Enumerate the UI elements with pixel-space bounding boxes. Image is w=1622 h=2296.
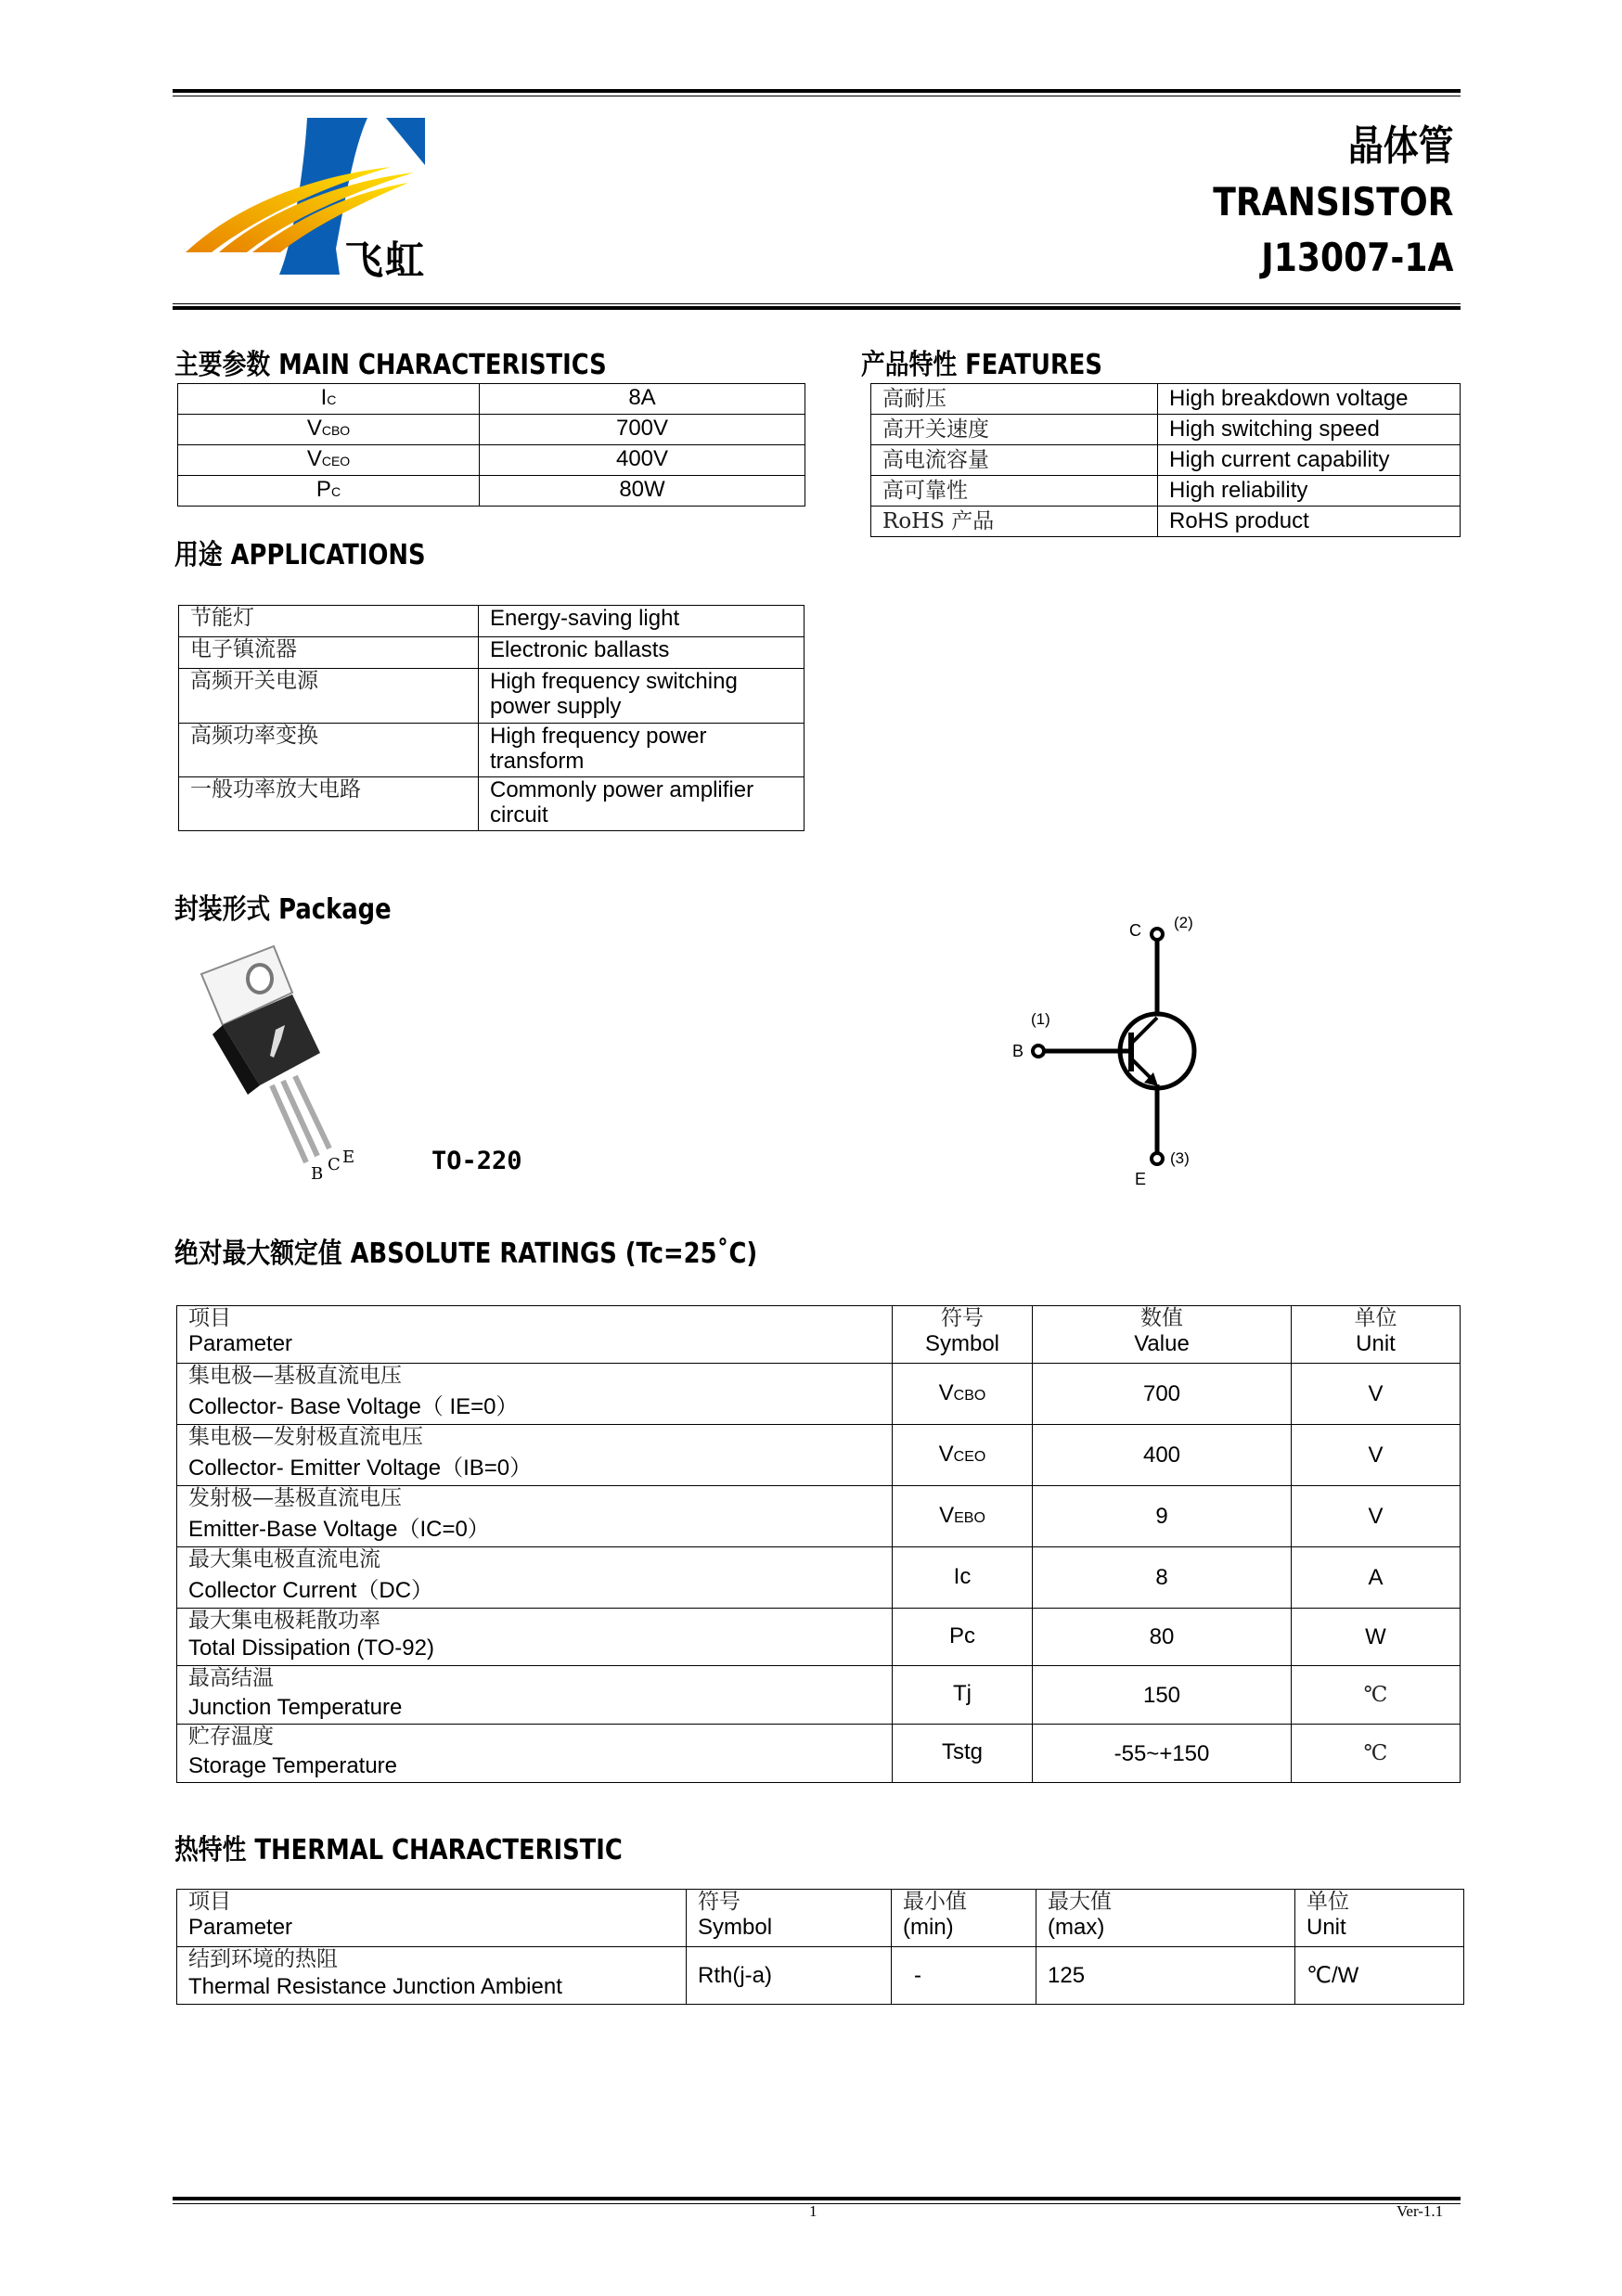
table-row: IC 8A	[178, 384, 805, 415]
table-header-row: 项目 Parameter 符号 Symbol 数值 Value 单位 Unit	[177, 1306, 1461, 1364]
footer-rule	[173, 2197, 1461, 2200]
table-row: PC 80W	[178, 476, 805, 507]
base-pin-label: (1)	[1031, 1010, 1050, 1028]
npn-transistor-icon	[1007, 914, 1229, 1192]
table-row: 集电极—发射极直流电压 Collector- Emitter Voltage（IB=0） VCEO 400 V	[177, 1425, 1461, 1486]
table-row: 结到环境的热阻 Thermal Resistance Junction Ambient Rth(j-a) - 125 ℃/W	[177, 1947, 1464, 2005]
applications-table	[178, 605, 805, 831]
table-row: VCEO 400V	[178, 445, 805, 476]
pin-label-b: B	[311, 1164, 324, 1184]
thermal-table	[176, 1889, 1464, 2005]
table-row: 发射极—基极直流电压 Emitter-Base Voltage（IC=0） VEBO 9 V	[177, 1486, 1461, 1547]
emitter-pin-label: (3)	[1170, 1149, 1190, 1167]
main-characteristics-heading: 主要参数 MAIN CHARACTERISTICS	[174, 349, 607, 381]
main-characteristics-table	[177, 383, 805, 507]
absolute-ratings-table	[176, 1305, 1461, 1783]
table-row: 最大集电极耗散功率 Total Dissipation (TO-92) Pc 80 W	[177, 1609, 1461, 1666]
features-heading: 产品特性 FEATURES	[861, 349, 1103, 381]
npn-transistor-symbol	[1007, 914, 1229, 1192]
document-title	[1174, 119, 1453, 286]
table-row: 一般功率放大电路 Commonly power amplifier circuit	[179, 777, 805, 831]
emitter-label: E	[1135, 1170, 1147, 1188]
package-type-label: TO-220	[431, 1147, 522, 1175]
title-en: TRANSISTOR	[1212, 179, 1453, 224]
features-table	[870, 383, 1461, 537]
company-name: 飞虹	[344, 237, 427, 283]
table-row: 最高结温 Junction Temperature Tj 150 ℃	[177, 1666, 1461, 1725]
table-header-row: 项目 Parameter 符号 Symbol 最小值 (min) 最大值 (max) 单位 Unit	[177, 1890, 1464, 1947]
table-row: 高开关速度 High switching speed	[871, 415, 1461, 445]
header-bottom-rule	[173, 303, 1461, 304]
pin-label-c: C	[328, 1155, 341, 1174]
table-row: 节能灯 Energy-saving light	[179, 606, 805, 637]
package-heading: 封装形式 Package	[174, 893, 392, 926]
table-row: 高耐压 High breakdown voltage	[871, 384, 1461, 415]
table-row: 高频开关电源 High frequency switching power supply	[179, 669, 805, 724]
absolute-ratings-heading: 绝对最大额定值 ABSOLUTE RATINGS (Tc=25˚C)	[174, 1238, 758, 1270]
table-row: 高频功率变换 High frequency power transform	[179, 724, 805, 777]
table-row: 集电极—基极直流电压 Collector- Base Voltage（ IE=0） VCBO 700 V	[177, 1364, 1461, 1425]
applications-heading: 用途 APPLICATIONS	[174, 539, 426, 571]
title-cn: 晶体管	[1347, 122, 1453, 170]
table-row: VCBO 700V	[178, 415, 805, 445]
table-row: 最大集电极直流电流 Collector Current（DC） Ic 8 A	[177, 1547, 1461, 1609]
version-label: Ver-1.1	[1397, 2202, 1444, 2220]
page-number: 1	[809, 2202, 817, 2220]
company-logo	[182, 111, 451, 283]
header-top-rule	[173, 89, 1461, 93]
thermal-heading: 热特性 THERMAL CHARACTERISTIC	[174, 1834, 623, 1866]
part-number: J13007-1A	[1260, 235, 1453, 280]
base-label: B	[1012, 1042, 1024, 1060]
collector-label: C	[1129, 921, 1141, 940]
table-row: 高可靠性 High reliability	[871, 476, 1461, 507]
table-row: RoHS 产品 RoHS product	[871, 507, 1461, 537]
table-row: 电子镇流器 Electronic ballasts	[179, 637, 805, 669]
pin-label-e: E	[342, 1148, 355, 1167]
table-row: 高电流容量 High current capability	[871, 445, 1461, 476]
collector-pin-label: (2)	[1174, 914, 1193, 931]
table-row: 贮存温度 Storage Temperature Tstg -55~+150 ℃	[177, 1725, 1461, 1783]
